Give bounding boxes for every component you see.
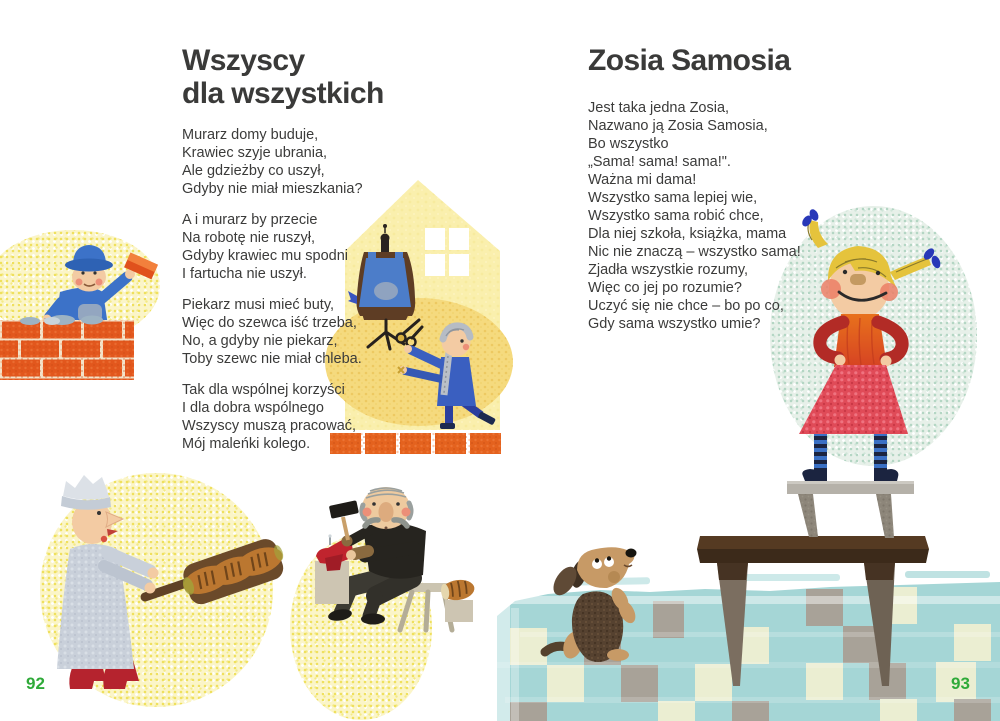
page-number-right: 93 (951, 674, 970, 693)
right-page-poem (588, 99, 801, 333)
stanza-4 (182, 381, 363, 453)
stanza-1 (182, 126, 363, 198)
poem-line: Wszyscy muszą pracować, (182, 418, 357, 434)
left-title-line-1: Wszyscy (182, 44, 305, 77)
poem-line: Ważna mi dama! (588, 172, 697, 188)
left-page-title (182, 44, 384, 110)
poem-line: Uczyć się nie chce – bo po co, (588, 298, 784, 314)
poem-line: Mój maleńki kolego. (182, 436, 311, 452)
poem-line: „Sama! sama! sama!". (588, 154, 731, 170)
poem-line: Wszystko sama robić chce, (588, 208, 764, 224)
left-page-poem (182, 126, 363, 466)
kitchen-table (697, 536, 929, 686)
poem-line: I fartucha nie uszył. (182, 266, 307, 282)
poem-line: Tak dla wspólnej korzyści (182, 382, 345, 398)
zosia-figure (799, 208, 942, 481)
poem-line: Na robotę nie ruszył, (182, 230, 315, 246)
page-number-left: 92 (26, 674, 45, 693)
poem-line: A i murarz by przecie (182, 212, 318, 228)
stanza-3 (182, 296, 363, 368)
poem-line: Gdyby krawiec mu spodni (182, 248, 349, 264)
poem-line: No, a gdyby nie piekarz, (182, 333, 338, 349)
poem-line: Krawiec szyje ubrania, (182, 145, 328, 161)
poem-line: Jest taka jedna Zosia, (588, 100, 730, 116)
step-stool (787, 481, 914, 538)
poem-line: I dla dobra wspólnego (182, 400, 324, 416)
poem-line: Toby szewc nie miał chleba. (182, 351, 362, 367)
stanza-2 (182, 211, 363, 283)
poem-line: Zjadła wszystkie rozumy, (588, 262, 749, 278)
poem-line: Bo wszystko (588, 136, 669, 152)
poem-line: Gdyby nie miał mieszkania? (182, 181, 363, 197)
poem-line: Nic nie znaczą – wszystko sama! (588, 244, 801, 260)
poem-line: Więc co jej po rozumie? (588, 280, 742, 296)
poem-line: Więc do szewca iść trzeba, (182, 315, 357, 331)
poem-line: Wszystko sama lepiej wie, (588, 190, 758, 206)
poem-line: Gdy sama wszystko umie? (588, 316, 761, 332)
poem-line: Nazwano ją Zosia Samosia, (588, 118, 768, 134)
poem-line: Ale gdzieżby co uszył, (182, 163, 325, 179)
poem-line: Murarz domy buduje, (182, 127, 319, 143)
poem-line: Dla niej szkoła, książka, mama (588, 226, 787, 242)
left-title-line-2: dla wszystkich (182, 77, 384, 110)
poem-line: Piekarz musi mieć buty, (182, 297, 335, 313)
right-page-title: Zosia Samosia (588, 44, 791, 77)
